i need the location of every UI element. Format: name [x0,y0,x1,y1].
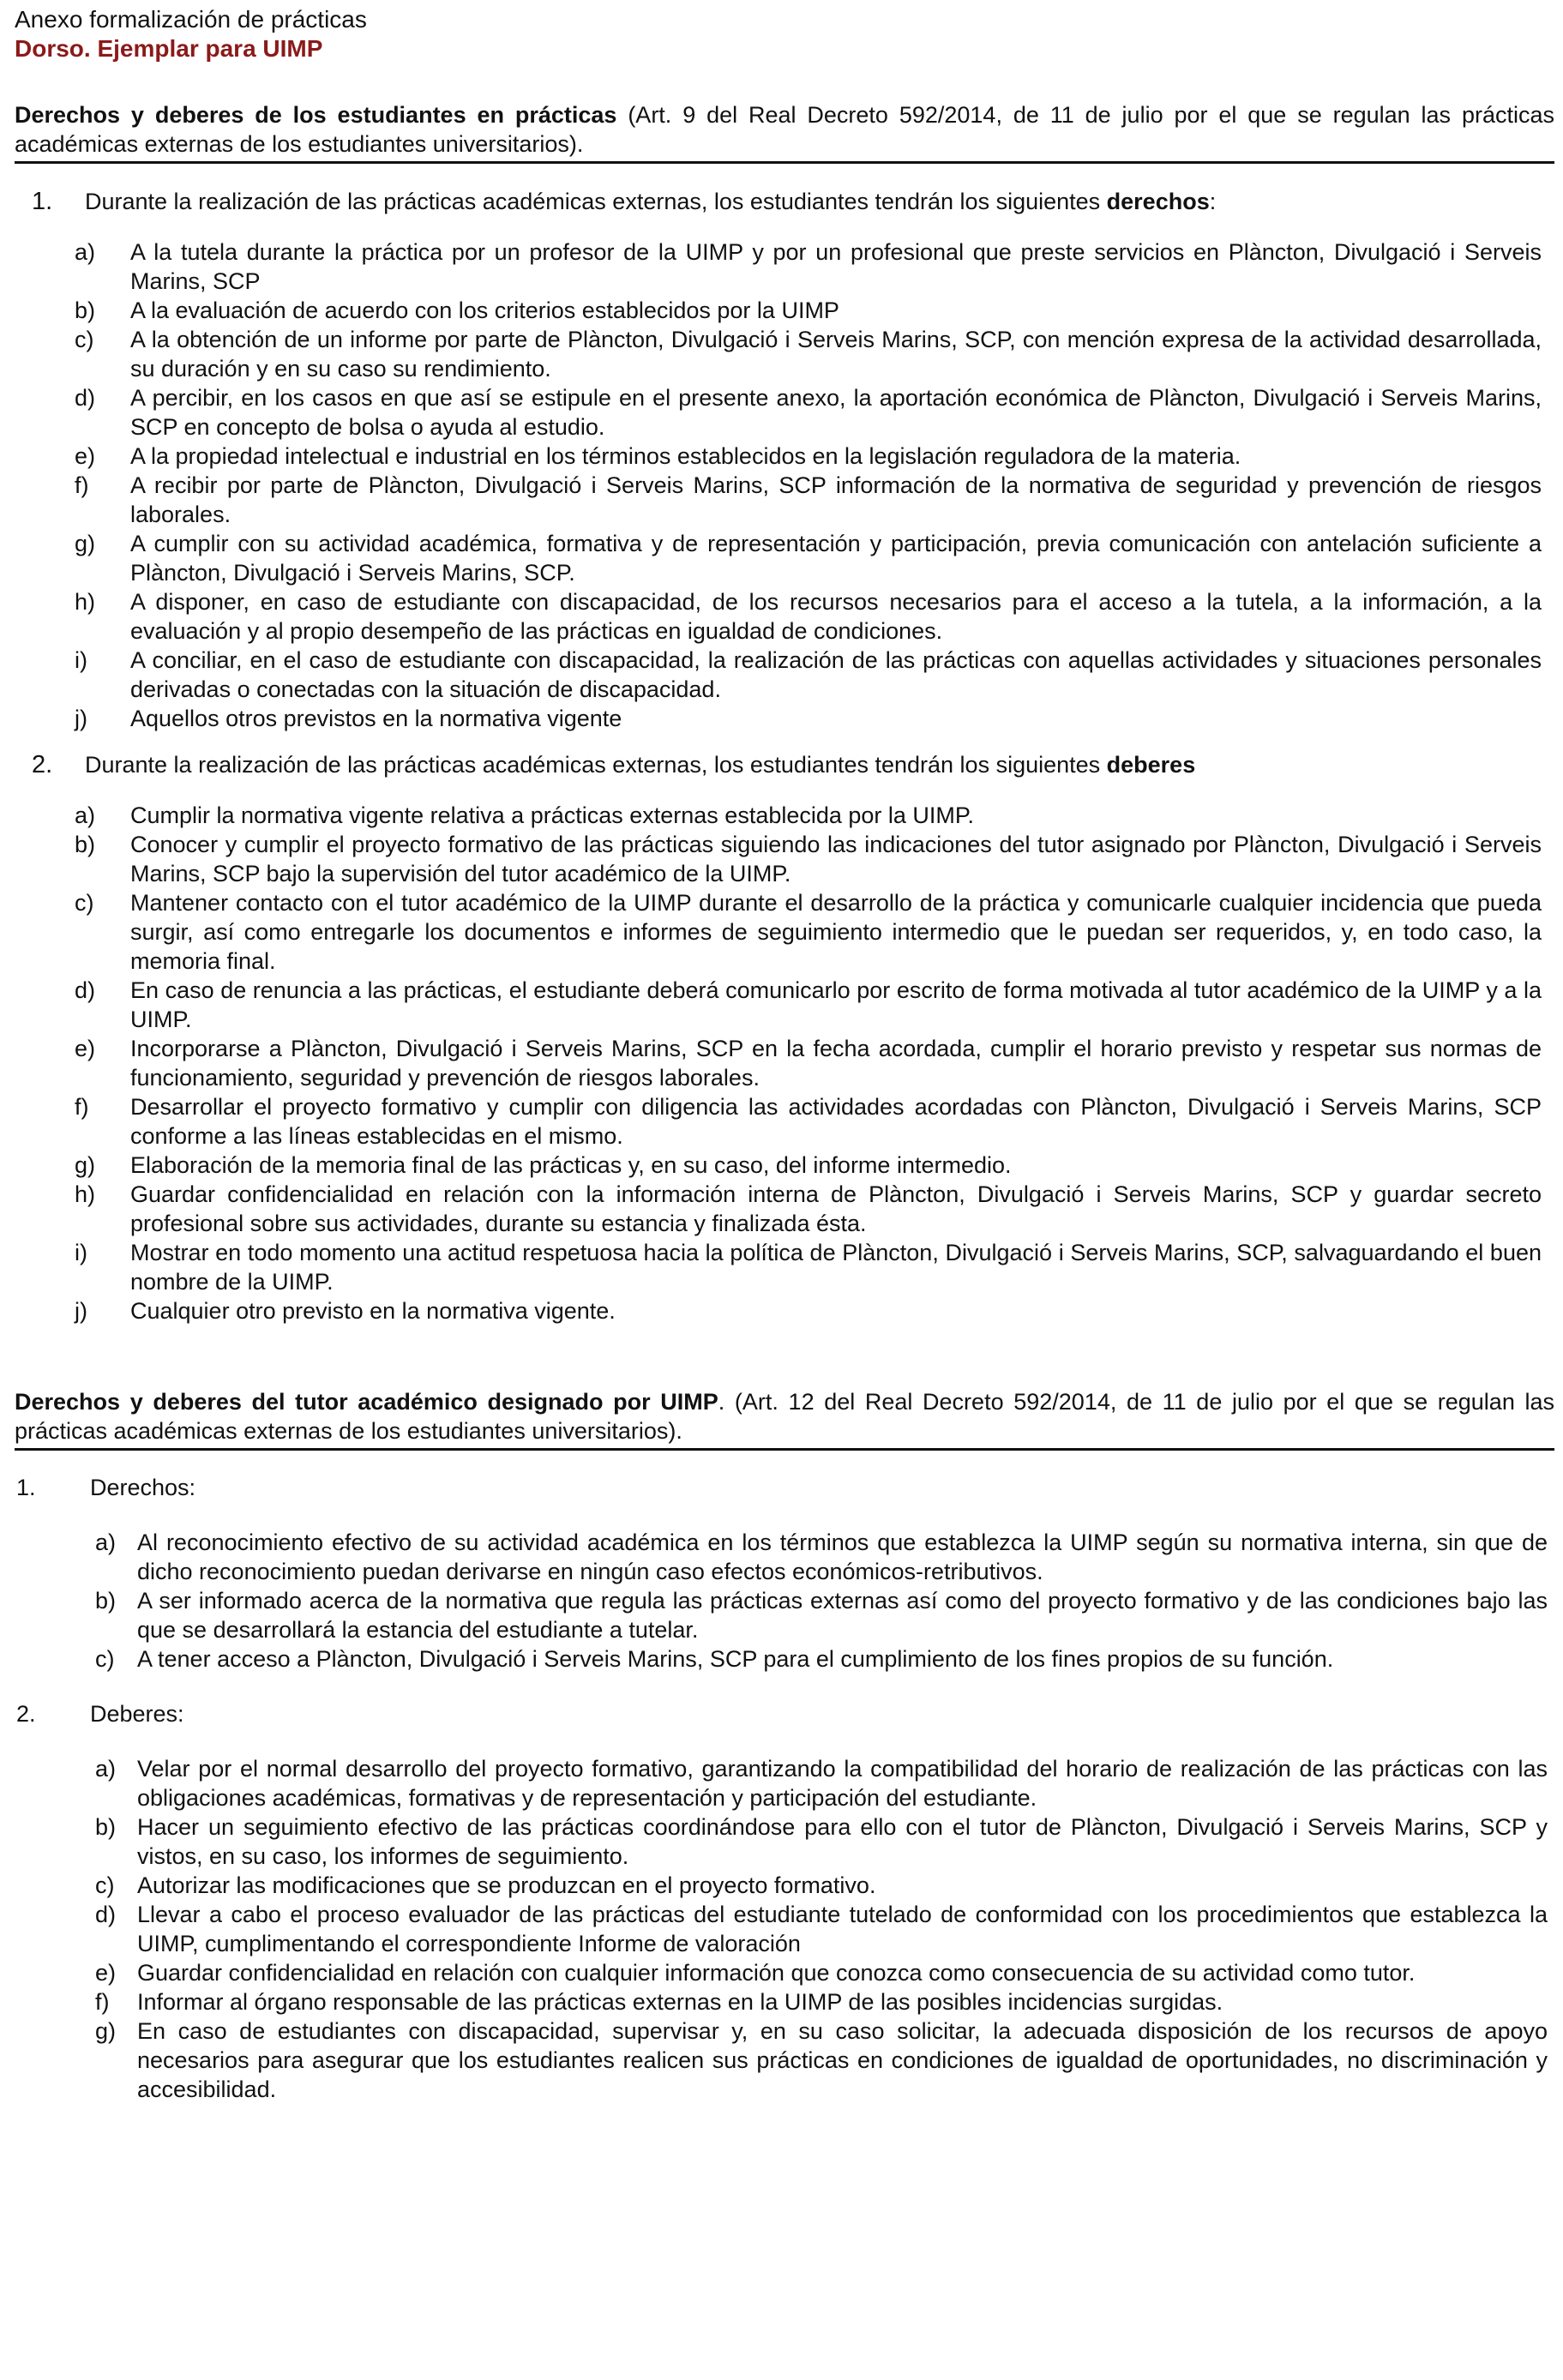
list-item-letter: f) [95,1989,110,2015]
list-item-text: Hacer un seguimiento efectivo de las prácticas coordinándose para ello con el tutor de Plàncton, Divulgació i Serveis Marins, SCP y vistos, en su caso, los informes de seguimiento. [137,1814,1548,1869]
list-item [15,237,1554,296]
list-item-text: Guardar confidencialidad en relación con cualquier información que conozca como consecuencia de su actividad como tutor. [137,1960,1416,1986]
list-item-letter: a) [75,239,96,265]
list-item [15,442,1554,471]
list-item-text: Informar al órgano responsable de las prácticas externas en la UIMP de las posibles incidencias surgidas. [137,1989,1223,2015]
list-item-letter: c) [75,327,94,352]
students-rights-intro-text: Durante la realización de las prácticas académicas externas, los estudiantes tendrán los siguientes [85,189,1107,214]
list-item [15,1987,1554,2016]
list-item-text: Aquellos otros previstos en la normativa vigente [130,706,622,731]
list-item [15,296,1554,325]
students-rights-intro [15,187,1554,216]
list-item-text: Llevar a cabo el proceso evaluador de las prácticas del estudiante tutelado de conformidad con los procedimientos que establezca la UIMP, cumplimentando el correspondiente Informe de valoración [137,1902,1548,1956]
list-item-text: A la evaluación de acuerdo con los criterios establecidos por la UIMP [130,298,839,323]
list-item-letter: d) [75,977,96,1003]
list-item-letter: e) [75,443,96,469]
list-item [15,383,1554,442]
list-item-letter: g) [95,2018,117,2044]
list-item [15,1586,1554,1644]
list-item-text: Mostrar en todo momento una actitud respetuosa hacia la política de Plàncton, Divulgació i Serveis Marins, SCP, salvaguardando el buen nombre de la UIMP. [130,1240,1542,1295]
list-item-text: Desarrollar el proyecto formativo y cumplir con diligencia las actividades acordadas con Plàncton, Divulgació i Serveis Marins, SCP conforme a las líneas establecidas en el mismo. [130,1094,1542,1149]
list-item-text: Al reconocimiento efectivo de su actividad académica en los términos que establezca la UIMP según su normativa interna, sin que de dicho reconocimiento puedan derivarse en ningún caso efectos económicos-retributivos. [137,1530,1548,1584]
tutor-duties-heading [15,1699,1554,1728]
list-item-letter: h) [75,1181,96,1207]
students-rights-list [15,237,1554,733]
students-duties-intro-bold: deberes [1106,752,1196,778]
list-item-letter: g) [75,531,96,556]
tutor-rights-heading [15,1473,1554,1502]
students-duties-list [15,801,1554,1325]
list-item-text: Velar por el normal desarrollo del proyecto formativo, garantizando la compatibilidad del horario de realización de las prácticas con las obligaciones académicas, formativas y de representación y participación del estudiante. [137,1756,1548,1811]
list-item-letter: f) [75,1094,89,1120]
list-item [15,1034,1554,1092]
list-item [15,976,1554,1034]
list-item-text: A disponer, en caso de estudiante con discapacidad, de los recursos necesarios para el acceso a la tutela, a la información, a la evaluación y al propio desempeño de las prácticas en igualdad de condiciones. [130,589,1542,644]
list-item-letter: c) [75,890,94,916]
list-item-letter: a) [95,1756,117,1782]
list-item [15,1180,1554,1238]
students-rights-intro-end: : [1209,189,1217,214]
list-item [15,1151,1554,1180]
list-item-text: Conocer y cumplir el proyecto formativo de las prácticas siguiendo las indicaciones del tutor asignado por Plàncton, Divulgació i Serveis Marins, SCP bajo la supervisión del tutor académico de la UIMP. [130,832,1542,886]
list-item-letter: g) [75,1152,96,1178]
tutor-rights-list [15,1528,1554,1674]
document-subtitle: Dorso. Ejemplar para UIMP [15,35,323,62]
tutor-rights-number: 1. [16,1475,36,1500]
list-item-text: Incorporarse a Plàncton, Divulgació i Serveis Marins, SCP en la fecha acordada, cumplir el horario previsto y respetar sus normas de funcionamiento, seguridad y prevención de riesgos laborales. [130,1036,1542,1091]
list-item-text: A cumplir con su actividad académica, formativa y de representación y participación, previa comunicación con antelación suficiente a Plàncton, Divulgació i Serveis Marins, SCP. [130,531,1542,586]
students-duties-intro [15,750,1554,779]
list-item-letter: f) [75,472,89,498]
list-item [15,801,1554,830]
list-item-text: A la propiedad intelectual e industrial en los términos establecidos en la legislación reguladora de la materia. [130,443,1241,469]
tutor-rights-label: Derechos: [90,1475,196,1500]
list-item-text: A la obtención de un informe por parte de Plàncton, Divulgació i Serveis Marins, SCP, con mención expresa de la actividad desarrollada, su duración y en su caso su rendimiento. [130,327,1542,382]
document-content [15,5,1554,2104]
list-item-letter: e) [75,1036,96,1061]
list-item [15,646,1554,704]
document-title: Anexo formalización de prácticas [15,6,367,33]
tutor-duties-number: 2. [16,1701,36,1727]
list-item [15,471,1554,529]
students-rights-number: 1. [32,188,53,215]
students-duties-number: 2. [32,751,53,778]
students-heading-bold: Derechos y deberes de los estudiantes en prácticas [15,102,617,128]
list-item-letter: d) [95,1902,117,1927]
list-item [15,1238,1554,1296]
list-item-letter: i) [75,1240,87,1265]
list-item-text: Autorizar las modificaciones que se produzcan en el proyecto formativo. [137,1872,876,1898]
list-item-text: En caso de renuncia a las prácticas, el estudiante deberá comunicarlo por escrito de forma motivada al tutor académico de la UIMP y a la UIMP. [130,977,1542,1032]
list-item-letter: b) [75,832,96,857]
list-item [15,1644,1554,1674]
list-item-letter: a) [95,1530,117,1555]
list-item [15,1528,1554,1586]
tutor-heading-bold: Derechos y deberes del tutor académico designado por UIMP [15,1389,718,1415]
list-item [15,325,1554,383]
list-item-text: A recibir por parte de Plàncton, Divulgació i Serveis Marins, SCP información de la normativa de seguridad y prevención de riesgos laborales. [130,472,1542,527]
list-item-text: Cumplir la normativa vigente relativa a prácticas externas establecida por la UIMP. [130,802,974,828]
list-item-text: A tener acceso a Plàncton, Divulgació i Serveis Marins, SCP para el cumplimiento de los fines propios de su función. [137,1646,1334,1672]
list-item-letter: d) [75,385,96,411]
list-item-text: A la tutela durante la práctica por un profesor de la UIMP y por un profesional que preste servicios en Plàncton, Divulgació i Serveis Marins, SCP [130,239,1542,294]
list-item [15,1296,1554,1325]
list-item [15,1871,1554,1900]
section-divider [15,1448,1554,1451]
list-item [15,704,1554,733]
list-item-text: Guardar confidencialidad en relación con la información interna de Plàncton, Divulgació i Serveis Marins, SCP y guardar secreto profesional sobre sus actividades, durante su estancia y finalizada ésta. [130,1181,1542,1236]
tutor-section-heading [15,1387,1554,1445]
list-item-letter: i) [75,647,87,673]
list-item-text: Elaboración de la memoria final de las prácticas y, en su caso, del informe intermedio. [130,1152,1012,1178]
list-item [15,587,1554,646]
list-item-text: A ser informado acerca de la normativa que regula las prácticas externas así como del proyecto formativo y de las condiciones bajo las que se desarrollará la estancia del estudiante a tutelar. [137,1588,1548,1643]
list-item [15,1958,1554,1987]
list-item-letter: j) [75,1298,87,1324]
tutor-heading-rest: . (Art. 12 del Real Decreto 592/2014, de 11 de julio por el que se regulan las prácticas académicas externas de los estudiantes universitarios). [15,1389,1554,1444]
tutor-duties-list [15,1754,1554,2104]
list-item-letter: b) [95,1588,117,1614]
list-item-letter: a) [75,802,96,828]
tutor-duties-label: Deberes: [90,1701,184,1727]
list-item-letter: c) [95,1646,115,1672]
students-rights-intro-bold: derechos [1106,189,1210,214]
list-item [15,888,1554,976]
list-item-letter: e) [95,1960,117,1986]
list-item [15,2016,1554,2104]
list-item-letter: c) [95,1872,115,1898]
students-heading-rest: (Art. 9 del Real Decreto 592/2014, de 11 de julio por el que se regulan las prácticas académicas externas de los estudiantes universitarios). [15,102,1554,157]
list-item-text: A percibir, en los casos en que así se estipule en el presente anexo, la aportación económica de Plàncton, Divulgació i Serveis Marins, SCP en concepto de bolsa o ayuda al estudio. [130,385,1542,440]
list-item-letter: j) [75,706,87,731]
list-item-text: Mantener contacto con el tutor académico de la UIMP durante el desarrollo de la práctica y comunicarle cualquier incidencia que pueda surgir, así como entregarle los documentos e informes de seguimiento intermedio que le puedan ser requeridos, y, en todo caso, la memoria final. [130,890,1542,974]
list-item-letter: b) [75,298,96,323]
list-item [15,1900,1554,1958]
students-section-heading [15,100,1554,159]
students-duties-intro-text: Durante la realización de las prácticas académicas externas, los estudiantes tendrán los siguientes [85,752,1107,778]
list-item [15,830,1554,888]
list-item [15,1754,1554,1812]
list-item-letter: h) [75,589,96,615]
section-divider [15,161,1554,164]
list-item [15,1812,1554,1871]
list-item-text: En caso de estudiantes con discapacidad, supervisar y, en su caso solicitar, la adecuada disposición de los recursos de apoyo necesarios para asegurar que los estudiantes realicen sus prácticas en condiciones de igualdad de oportunidades, no discriminación y accesibilidad. [137,2018,1548,2102]
list-item-letter: b) [95,1814,117,1840]
list-item [15,1092,1554,1151]
list-item-text: Cualquier otro previsto en la normativa vigente. [130,1298,616,1324]
list-item-text: A conciliar, en el caso de estudiante con discapacidad, la realización de las prácticas con aquellas actividades y situaciones personales derivadas o conectadas con la situación de discapacidad. [130,647,1542,702]
list-item [15,529,1554,587]
